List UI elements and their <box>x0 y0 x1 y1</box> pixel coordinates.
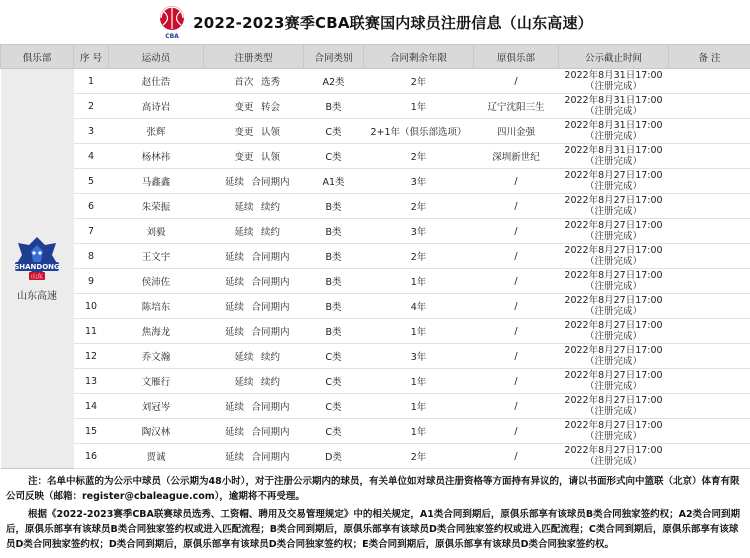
publicity-deadline <box>559 444 669 469</box>
registration-type <box>204 344 304 369</box>
remarks <box>669 69 750 94</box>
reg-type-sub: 认领 <box>260 127 280 138</box>
publicity-deadline <box>559 69 669 94</box>
registration-type <box>204 319 304 344</box>
deadline-time: 2022年8月27日17:00 <box>564 345 663 356</box>
deadline-status: （注册完成） <box>584 356 642 367</box>
deadline-status: （注册完成） <box>584 181 642 192</box>
contract-category: B类 <box>304 244 364 269</box>
deadline-time: 2022年8月27日17:00 <box>564 295 663 306</box>
page-title: 2022-2023赛季CBA联赛国内球员注册信息（山东高速） <box>193 13 593 32</box>
remarks <box>669 194 750 219</box>
deadline-status: （注册完成） <box>584 131 642 142</box>
contract-category: C类 <box>304 344 364 369</box>
deadline-time: 2022年8月27日17:00 <box>564 170 663 181</box>
contract-years: 2年 <box>364 244 474 269</box>
remarks <box>669 344 750 369</box>
remarks <box>669 169 750 194</box>
row-number: 6 <box>74 194 109 219</box>
deadline-time: 2022年8月27日17:00 <box>564 220 663 231</box>
table-row <box>1 144 750 169</box>
col-contract-years: 合同剩余年限 <box>364 45 474 69</box>
cba-logo-text: CBA <box>165 33 179 39</box>
club-cell <box>1 69 74 469</box>
reg-type-main: 延续 <box>234 202 254 213</box>
deadline-status: （注册完成） <box>584 331 642 342</box>
contract-years: 4年 <box>364 294 474 319</box>
previous-club: 辽宁沈阳三生 <box>474 94 559 119</box>
registration-type <box>204 169 304 194</box>
deadline-time: 2022年8月31日17:00 <box>564 145 663 156</box>
row-number: 5 <box>74 169 109 194</box>
contract-years: 3年 <box>364 219 474 244</box>
deadline-status: （注册完成） <box>584 81 642 92</box>
deadline-status: （注册完成） <box>584 156 642 167</box>
remarks <box>669 269 750 294</box>
table-row <box>1 294 750 319</box>
previous-club: / <box>474 319 559 344</box>
remarks <box>669 444 750 469</box>
reg-type-sub: 认领 <box>260 152 280 163</box>
col-reg-type: 注册类型 <box>204 45 304 69</box>
contract-years: 1年 <box>364 94 474 119</box>
previous-club: / <box>474 194 559 219</box>
deadline-status: （注册完成） <box>584 406 642 417</box>
table-row <box>1 269 750 294</box>
table-header-row <box>1 45 750 69</box>
reg-type-main: 首次 <box>234 77 254 88</box>
registration-type <box>204 269 304 294</box>
deadline-time: 2022年8月27日17:00 <box>564 320 663 331</box>
player-name: 文雁行 <box>109 369 204 394</box>
table-row <box>1 319 750 344</box>
remarks <box>669 419 750 444</box>
previous-club: / <box>474 344 559 369</box>
player-name: 侯沛佐 <box>109 269 204 294</box>
table-row <box>1 419 750 444</box>
deadline-status: （注册完成） <box>584 431 642 442</box>
registration-type <box>204 144 304 169</box>
registration-type <box>204 119 304 144</box>
contract-years: 3年 <box>364 169 474 194</box>
player-name: 赵仕浩 <box>109 69 204 94</box>
publicity-deadline <box>559 394 669 419</box>
deadline-time: 2022年8月27日17:00 <box>564 445 663 456</box>
reg-type-sub: 合同期内 <box>251 177 290 188</box>
publicity-deadline <box>559 94 669 119</box>
row-number: 3 <box>74 119 109 144</box>
table-row <box>1 394 750 419</box>
remarks <box>669 94 750 119</box>
deadline-status: （注册完成） <box>584 281 642 292</box>
publicity-deadline <box>559 194 669 219</box>
player-name: 乔文瀚 <box>109 344 204 369</box>
shandong-logo-icon <box>12 235 62 283</box>
row-number: 7 <box>74 219 109 244</box>
note-contract-rules: 根据《2022-2023赛季CBA联赛球员选秀、工资帽、聘用及交易管理规定》中的相关规定，A1类合同到期后，原俱乐部享有该球员B类合同独家签约权；A2类合同到期后，原俱乐部享有该球员B类合同独家签约权或进入匹配流程；B类合同到期后，原俱乐部享有该球员D类合同独家签约权或进入匹配流程；C类合同到期后，原俱乐部享有该球员D类合同独家签约权；D类合同到期后，原俱乐部享有该球员D类合同独家签约权；E类合同到期后，原俱乐部享有该球员D类合同独家签约权。 <box>6 509 741 550</box>
row-number: 9 <box>74 269 109 294</box>
table-row <box>1 244 750 269</box>
cba-logo-icon <box>157 5 187 39</box>
contract-category: B类 <box>304 94 364 119</box>
table-row <box>1 194 750 219</box>
deadline-time: 2022年8月31日17:00 <box>564 70 663 81</box>
row-number: 12 <box>74 344 109 369</box>
remarks <box>669 369 750 394</box>
contract-category: B类 <box>304 319 364 344</box>
col-prev-club: 原俱乐部 <box>474 45 559 69</box>
deadline-status: （注册完成） <box>584 106 642 117</box>
table-row <box>1 119 750 144</box>
contract-years: 3年 <box>364 344 474 369</box>
deadline-status: （注册完成） <box>584 206 642 217</box>
row-number: 13 <box>74 369 109 394</box>
registration-type <box>204 194 304 219</box>
player-name: 陈培东 <box>109 294 204 319</box>
col-club: 俱乐部 <box>1 45 74 69</box>
reg-type-main: 延续 <box>224 452 244 463</box>
col-contract-category: 合同类别 <box>304 45 364 69</box>
club-name: 山东高速 <box>17 291 57 302</box>
registration-type <box>204 69 304 94</box>
reg-type-main: 延续 <box>224 252 244 263</box>
row-number: 10 <box>74 294 109 319</box>
player-name: 王文宇 <box>109 244 204 269</box>
deadline-status: （注册完成） <box>584 256 642 267</box>
contract-category: C类 <box>304 419 364 444</box>
player-name: 杨林祎 <box>109 144 204 169</box>
registration-type <box>204 444 304 469</box>
reg-type-sub: 合同期内 <box>251 327 290 338</box>
reg-type-sub: 合同期内 <box>251 277 290 288</box>
table-row <box>1 444 750 469</box>
reg-type-sub: 转会 <box>260 102 280 113</box>
remarks <box>669 319 750 344</box>
reg-type-main: 变更 <box>234 127 254 138</box>
reg-type-sub: 合同期内 <box>251 302 290 313</box>
row-number: 8 <box>74 244 109 269</box>
table-row <box>1 369 750 394</box>
contract-category: B类 <box>304 194 364 219</box>
reg-type-main: 延续 <box>234 377 254 388</box>
contract-category: A1类 <box>304 169 364 194</box>
deadline-time: 2022年8月27日17:00 <box>564 420 663 431</box>
previous-club: 深圳新世纪 <box>474 144 559 169</box>
reg-type-sub: 续约 <box>260 352 280 363</box>
contract-category: A2类 <box>304 69 364 94</box>
registration-type <box>204 219 304 244</box>
table-row <box>1 69 750 94</box>
reg-type-sub: 合同期内 <box>251 252 290 263</box>
remarks <box>669 294 750 319</box>
deadline-time: 2022年8月31日17:00 <box>564 95 663 106</box>
reg-type-sub: 续约 <box>260 377 280 388</box>
publicity-deadline <box>559 294 669 319</box>
registration-type <box>204 394 304 419</box>
contract-category: D类 <box>304 444 364 469</box>
player-name: 朱荣振 <box>109 194 204 219</box>
reg-type-main: 延续 <box>234 352 254 363</box>
remarks <box>669 244 750 269</box>
club-logo-sub: 山东 <box>30 273 44 281</box>
contract-years: 2年 <box>364 194 474 219</box>
reg-type-sub: 合同期内 <box>251 427 290 438</box>
contract-years: 2年 <box>364 144 474 169</box>
contract-category: C类 <box>304 144 364 169</box>
remarks <box>669 144 750 169</box>
reg-type-sub: 续约 <box>260 202 280 213</box>
table-row <box>1 169 750 194</box>
contract-category: C类 <box>304 394 364 419</box>
reg-type-main: 延续 <box>224 402 244 413</box>
registration-type <box>204 94 304 119</box>
previous-club: / <box>474 269 559 294</box>
previous-club: / <box>474 169 559 194</box>
reg-type-sub: 合同期内 <box>251 452 290 463</box>
registration-type <box>204 244 304 269</box>
publicity-deadline <box>559 244 669 269</box>
deadline-time: 2022年8月27日17:00 <box>564 245 663 256</box>
deadline-time: 2022年8月27日17:00 <box>564 370 663 381</box>
registration-type <box>204 294 304 319</box>
row-number: 4 <box>74 144 109 169</box>
contract-category: B类 <box>304 269 364 294</box>
reg-type-main: 延续 <box>224 177 244 188</box>
publicity-deadline <box>559 419 669 444</box>
contract-years: 2年 <box>364 69 474 94</box>
contract-category: C类 <box>304 369 364 394</box>
previous-club: / <box>474 419 559 444</box>
remarks <box>669 119 750 144</box>
registration-table <box>0 44 750 469</box>
notes-section <box>0 474 750 552</box>
previous-club: / <box>474 294 559 319</box>
row-number: 2 <box>74 94 109 119</box>
player-name: 刘冠岑 <box>109 394 204 419</box>
reg-type-main: 延续 <box>224 427 244 438</box>
publicity-deadline <box>559 169 669 194</box>
reg-type-main: 延续 <box>224 302 244 313</box>
col-remarks: 备 注 <box>669 45 750 69</box>
previous-club: / <box>474 394 559 419</box>
reg-type-main: 延续 <box>224 277 244 288</box>
previous-club: / <box>474 69 559 94</box>
reg-type-sub: 合同期内 <box>251 402 290 413</box>
contract-years: 1年 <box>364 269 474 294</box>
remarks <box>669 394 750 419</box>
publicity-deadline <box>559 219 669 244</box>
registration-type <box>204 369 304 394</box>
deadline-time: 2022年8月27日17:00 <box>564 270 663 281</box>
table-row <box>1 94 750 119</box>
player-name: 陶汉林 <box>109 419 204 444</box>
previous-club: / <box>474 219 559 244</box>
registration-type <box>204 419 304 444</box>
contract-years: 1年 <box>364 419 474 444</box>
previous-club: 四川金强 <box>474 119 559 144</box>
contract-years: 2+1年（俱乐部选项） <box>364 119 474 144</box>
player-name: 贾诚 <box>109 444 204 469</box>
contract-years: 2年 <box>364 444 474 469</box>
contract-years: 1年 <box>364 394 474 419</box>
player-name: 马鑫鑫 <box>109 169 204 194</box>
deadline-status: （注册完成） <box>584 381 642 392</box>
reg-type-sub: 续约 <box>260 227 280 238</box>
col-player: 运动员 <box>109 45 204 69</box>
player-name: 刘毅 <box>109 219 204 244</box>
deadline-status: （注册完成） <box>584 231 642 242</box>
reg-type-sub: 选秀 <box>260 77 280 88</box>
publicity-deadline <box>559 369 669 394</box>
col-deadline: 公示截止时间 <box>559 45 669 69</box>
previous-club: / <box>474 444 559 469</box>
contract-category: B类 <box>304 294 364 319</box>
publicity-deadline <box>559 144 669 169</box>
deadline-time: 2022年8月27日17:00 <box>564 395 663 406</box>
reg-type-main: 变更 <box>234 152 254 163</box>
row-number: 1 <box>74 69 109 94</box>
table-row <box>1 219 750 244</box>
row-number: 16 <box>74 444 109 469</box>
contract-years: 1年 <box>364 369 474 394</box>
contract-years: 1年 <box>364 319 474 344</box>
deadline-status: （注册完成） <box>584 456 642 467</box>
player-name: 高诗岩 <box>109 94 204 119</box>
row-number: 11 <box>74 319 109 344</box>
table-row <box>1 344 750 369</box>
previous-club: / <box>474 369 559 394</box>
row-number: 14 <box>74 394 109 419</box>
deadline-time: 2022年8月27日17:00 <box>564 195 663 206</box>
deadline-time: 2022年8月31日17:00 <box>564 120 663 131</box>
reg-type-main: 延续 <box>224 327 244 338</box>
publicity-deadline <box>559 119 669 144</box>
contract-category: C类 <box>304 119 364 144</box>
deadline-status: （注册完成） <box>584 306 642 317</box>
col-number: 序 号 <box>74 45 109 69</box>
row-number: 15 <box>74 419 109 444</box>
contract-category: B类 <box>304 219 364 244</box>
publicity-deadline <box>559 344 669 369</box>
page-header <box>0 0 750 44</box>
note-objection: 注：名单中标蓝的为公示中球员（公示期为48小时），对于注册公示期内的球员，有关单位如对球员注册资格等方面持有异议的，请以书面形式向中篮联（北京）体育有限公司反映（邮箱：register@cbaleague.com），逾期将不再受理。 <box>6 476 740 502</box>
club-logo-text: SHANDONG <box>14 263 60 271</box>
previous-club: / <box>474 244 559 269</box>
remarks <box>669 219 750 244</box>
publicity-deadline <box>559 319 669 344</box>
reg-type-main: 延续 <box>234 227 254 238</box>
publicity-deadline <box>559 269 669 294</box>
player-name: 张辉 <box>109 119 204 144</box>
reg-type-main: 变更 <box>234 102 254 113</box>
player-name: 焦海龙 <box>109 319 204 344</box>
